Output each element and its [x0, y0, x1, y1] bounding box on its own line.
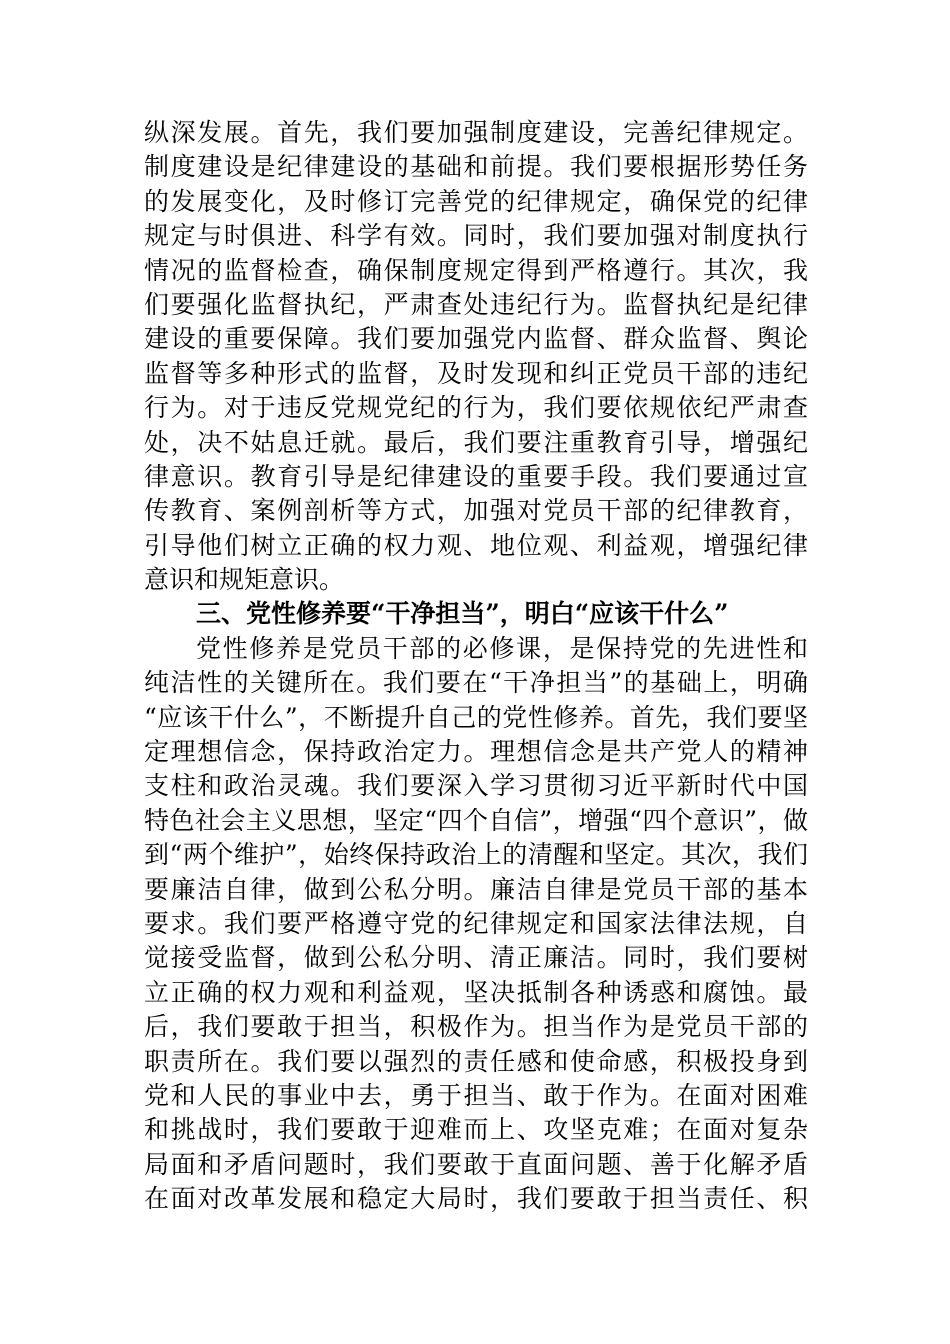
body-text [144, 116, 808, 1217]
text-line: 在面对改革发展和稳定大局时，我们要敢于担当责任、积 [144, 1184, 808, 1214]
text-line: 规定与时俱进、科学有效。同时，我们要加强对制度执行 [144, 221, 808, 251]
text-line: 制度建设是纪律建设的基础和前提。我们要根据形势任务 [144, 152, 808, 182]
text-line: 意识和规矩意识。 [144, 565, 345, 595]
text-line: 到“两个维护”，始终保持政治上的清醒和坚定。其次，我们 [144, 840, 808, 870]
text-line: 立正确的权力观和利益观，坚决抵制各种诱惑和腐蚀。最 [144, 977, 808, 1007]
text-line: 传教育、案例剖析等方式，加强对党员干部的纪律教育， [144, 496, 808, 526]
text-line: 处，决不姑息迁就。最后，我们要注重教育引导，增强纪 [144, 427, 808, 457]
text-line: 引导他们树立正确的权力观、地位观、利益观，增强纪律 [144, 530, 808, 560]
text-line: “应该干什么”，不断提升自己的党性修养。首先，我们要坚 [144, 702, 808, 732]
text-line: 支柱和政治灵魂。我们要深入学习贯彻习近平新时代中国 [144, 771, 808, 801]
text-line: 情况的监督检查，确保制度规定得到严格遵行。其次，我 [144, 255, 808, 285]
text-line: 的发展变化，及时修订完善党的纪律规定，确保党的纪律 [144, 186, 808, 216]
text-line: 要廉洁自律，做到公私分明。廉洁自律是党员干部的基本 [144, 874, 808, 904]
text-line: 觉接受监督，做到公私分明、清正廉洁。同时，我们要树 [144, 943, 808, 973]
text-line: 监督等多种形式的监督，及时发现和纠正党员干部的违纪 [144, 358, 808, 388]
text-line: 党性修养是党员干部的必修课，是保持党的先进性和 [196, 633, 808, 663]
text-line: 行为。对于违反党规党纪的行为，我们要依规依纪严肃查 [144, 393, 808, 423]
text-line: 们要强化监督执纪，严肃查处违纪行为。监督执纪是纪律 [144, 289, 808, 319]
text-line: 党和人民的事业中去，勇于担当、敢于作为。在面对困难 [144, 1080, 808, 1110]
text-line: 要求。我们要严格遵守党的纪律规定和国家法律法规，自 [144, 908, 808, 938]
text-line: 建设的重要保障。我们要加强党内监督、群众监督、舆论 [144, 324, 808, 354]
text-line: 特色社会主义思想，坚定“四个自信”，增强“四个意识”，做 [144, 805, 808, 835]
text-line: 定理想信念，保持政治定力。理想信念是共产党人的精神 [144, 737, 808, 767]
text-line: 律意识。教育引导是纪律建设的重要手段。我们要通过宣 [144, 461, 808, 491]
text-line: 纯洁性的关键所在。我们要在“干净担当”的基础上，明确 [144, 668, 808, 698]
text-line: 局面和矛盾问题时，我们要敢于直面问题、善于化解矛盾 [144, 1149, 808, 1179]
text-line: 职责所在。我们要以强烈的责任感和使命感，积极投身到 [144, 1046, 808, 1076]
text-line: 纵深发展。首先，我们要加强制度建设，完善纪律规定。 [144, 118, 808, 147]
text-line: 后，我们要敢于担当，积极作为。担当作为是党员干部的 [144, 1012, 808, 1042]
section-heading: 三、党性修养要“干净担当”，明白“应该干什么” [196, 599, 729, 629]
text-line: 和挑战时，我们要敢于迎难而上、攻坚克难；在面对复杂 [144, 1115, 808, 1145]
